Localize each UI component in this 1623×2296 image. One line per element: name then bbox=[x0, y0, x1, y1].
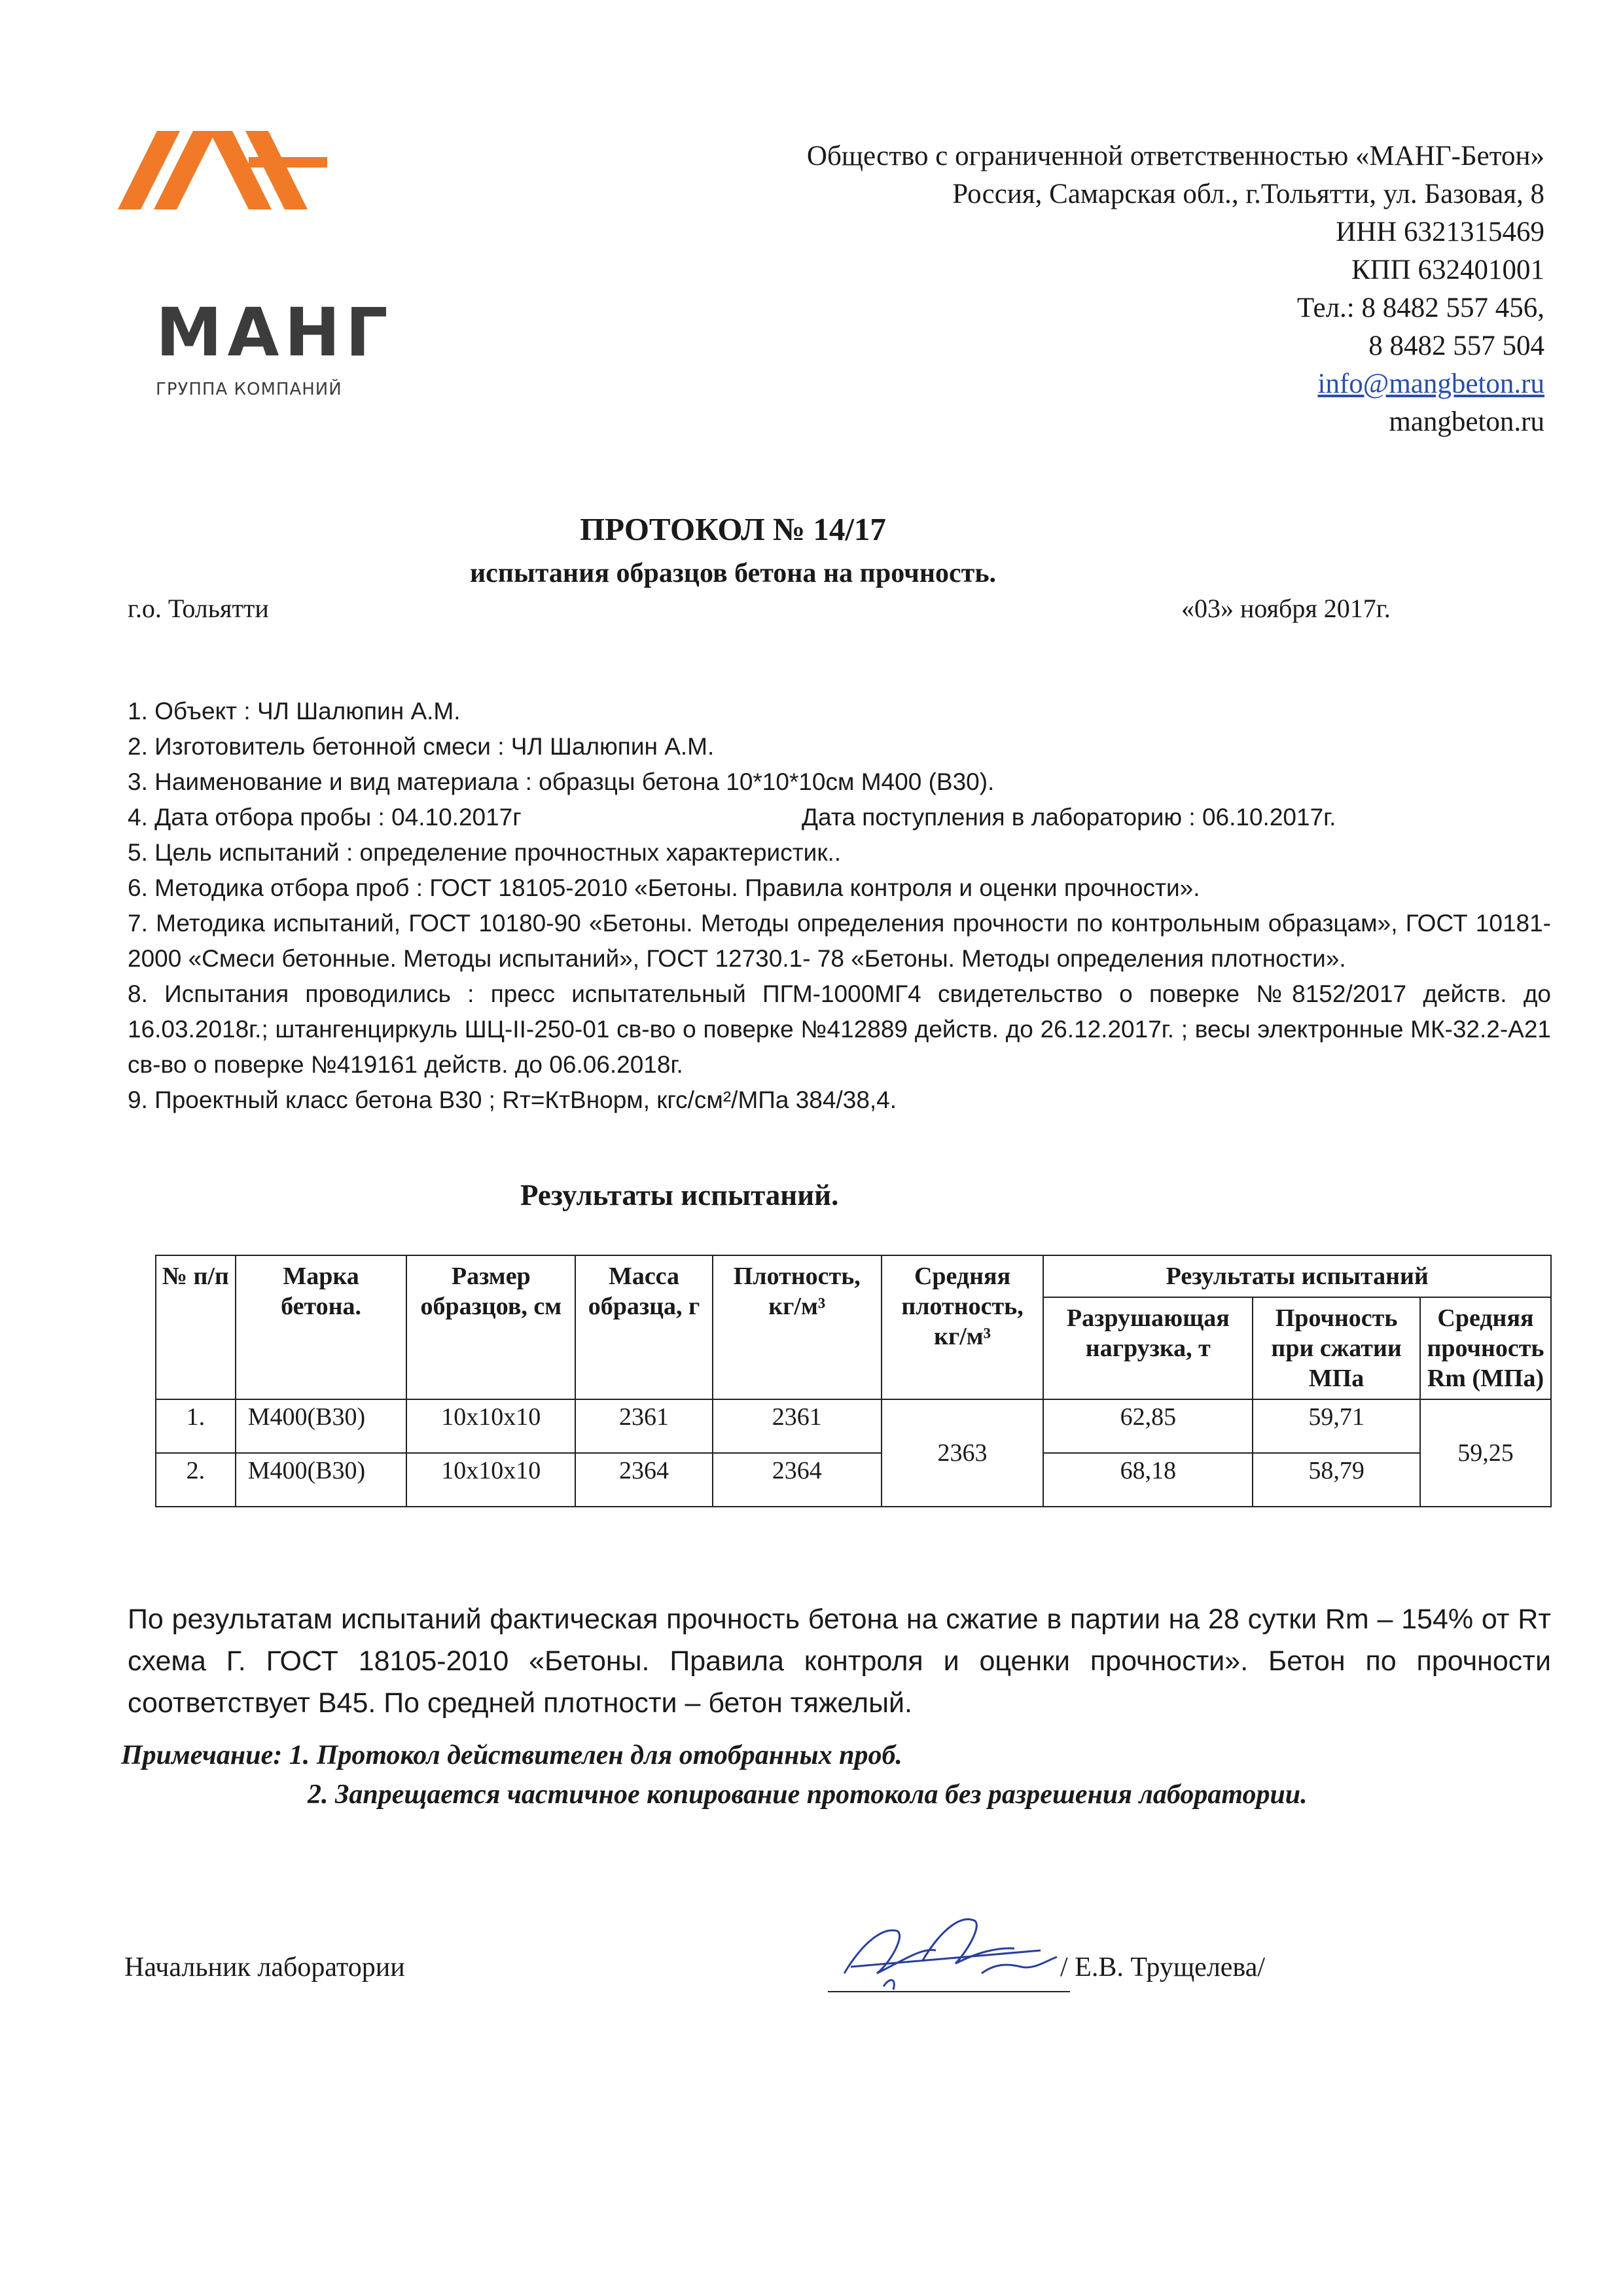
cell-strength: 59,71 bbox=[1253, 1399, 1420, 1453]
note-line-2: 2. Запрещается частичное копирование протокола без разрешения лаборатории. bbox=[308, 1780, 1308, 1810]
cell-mass: 2364 bbox=[575, 1453, 713, 1507]
signature-icon bbox=[825, 1901, 1086, 2000]
results-table bbox=[155, 1255, 1552, 1507]
table-header-row bbox=[156, 1255, 1551, 1297]
cell-avg-density: 2363 bbox=[882, 1399, 1044, 1507]
company-site: mangbeton.ru bbox=[1389, 406, 1544, 437]
cell-size: 10х10х10 bbox=[406, 1399, 575, 1453]
header-mass: Масса образца, г bbox=[575, 1255, 713, 1399]
header-avg-density: Средняя плотность, кг/м³ bbox=[882, 1255, 1044, 1399]
item-test-method: 7. Методика испытаний, ГОСТ 10180-90 «Бетоны. Методы определения прочности по контрольным образцам», ГОСТ 10181-2000 «Смеси бетонные. Методы испытаний», ГОСТ 12730.1- 78 «Бетоны. Методы определения плотности». bbox=[128, 910, 1551, 972]
protocol-city: г.о. Тольятти bbox=[128, 594, 269, 623]
item-purpose: 5. Цель испытаний : определение прочностных характеристик.. bbox=[128, 839, 842, 866]
item-material: 3. Наименование и вид материала : образцы бетона 10*10*10см М400 (В30). bbox=[128, 768, 995, 795]
company-inn: ИНН 6321315469 bbox=[1336, 217, 1544, 247]
company-phone-1: Тел.: 8 8482 557 456, bbox=[1296, 293, 1544, 323]
item-sampling-method: 6. Методика отбора проб : ГОСТ 18105-2010 «Бетоны. Правила контроля и оценки прочности». bbox=[128, 874, 1200, 901]
company-phone-2: 8 8482 557 504 bbox=[1368, 331, 1544, 361]
logo-name: МАНГ bbox=[156, 294, 393, 372]
cell-load: 62,85 bbox=[1043, 1399, 1253, 1453]
cell-grade: М400(В30) bbox=[236, 1399, 407, 1453]
table-row bbox=[156, 1399, 1551, 1453]
company-info bbox=[563, 137, 1544, 441]
protocol-subtitle: испытания образцов бетона на прочность. bbox=[469, 558, 997, 588]
company-address: Россия, Самарская обл., г.Тольятти, ул. Базовая, 8 bbox=[952, 179, 1544, 209]
item-object: 1. Объект : ЧЛ Шалюпин А.М. bbox=[128, 698, 461, 725]
cell-size: 10х10х10 bbox=[406, 1453, 575, 1507]
cell-num: 2. bbox=[156, 1453, 236, 1507]
item-equipment: 8. Испытания проводились : пресс испытательный ПГМ-1000МГ4 свидетельство о поверке №8152/2017 действ. до 16.03.2018г.; штангенциркуль ШЦ-II-250-01 св-во о поверке №412889 действ. до 26.12.2017г. ; весы электронные МК-32.2-А21 св-во о поверке №419161 действ. до 06.06.2018г. bbox=[128, 980, 1551, 1078]
cell-num: 1. bbox=[156, 1399, 236, 1453]
header-density: Плотность, кг/м³ bbox=[713, 1255, 882, 1399]
conclusion-text: По результатам испытаний фактическая прочность бетона на сжатие в партии на 28 сутки Rm – 154% от Rт схема Г. ГОСТ 18105-2010 «Бетоны. Правила контроля и оценки прочности». Бетон по прочности соответствует В45. По средней плотности – бетон тяжелый. bbox=[128, 1604, 1551, 1719]
header-num: № п/п bbox=[156, 1255, 236, 1399]
protocol-title: ПРОТОКОЛ № 14/17 bbox=[580, 511, 886, 547]
company-logo-icon bbox=[118, 118, 340, 262]
note-line-1: Примечание: 1. Протокол действителен для отобранных проб. bbox=[121, 1740, 902, 1770]
header-load: Разрушающая нагрузка, т bbox=[1043, 1297, 1253, 1399]
item-receipt-date: Дата поступления в лабораторию : 06.10.2017г. bbox=[802, 804, 1336, 831]
cell-grade: М400(В30) bbox=[236, 1453, 407, 1507]
lab-head-title: Начальник лаборатории bbox=[124, 1952, 405, 1982]
company-kpp: КПП 632401001 bbox=[1351, 255, 1544, 285]
header-results: Результаты испытаний bbox=[1043, 1255, 1551, 1297]
results-title: Результаты испытаний. bbox=[520, 1179, 839, 1211]
item-sampling-date: 4. Дата отбора пробы : 04.10.2017г bbox=[128, 804, 522, 831]
company-email-link[interactable]: info@mangbeton.ru bbox=[1317, 368, 1544, 399]
protocol-date: «03» ноября 2017г. bbox=[1181, 594, 1391, 623]
header-size: Размер образцов, см bbox=[406, 1255, 575, 1399]
header-strength: Прочность при сжатии МПа bbox=[1253, 1297, 1420, 1399]
company-name: Общество с ограниченной ответственностью «МАНГ-Бетон» bbox=[806, 141, 1544, 171]
cell-density: 2364 bbox=[713, 1453, 882, 1507]
item-dates bbox=[128, 800, 1551, 835]
header-avg-strength: Средняя прочность Rm (МПа) bbox=[1420, 1297, 1551, 1399]
signature-line bbox=[828, 1991, 1070, 1992]
cell-strength: 58,79 bbox=[1253, 1453, 1420, 1507]
item-concrete-class: 9. Проектный класс бетона В30 ; Rт=КтВнорм, кгс/см²/МПа 384/38,4. bbox=[128, 1086, 897, 1113]
header-grade: Марка бетона. bbox=[236, 1255, 407, 1399]
item-manufacturer: 2. Изготовитель бетонной смеси : ЧЛ Шалюпин А.М. bbox=[128, 733, 715, 760]
cell-avg-strength: 59,25 bbox=[1420, 1399, 1551, 1507]
cell-load: 68,18 bbox=[1043, 1453, 1253, 1507]
table-row bbox=[156, 1453, 1551, 1507]
protocol-items bbox=[128, 694, 1551, 1118]
logo-subtitle: ГРУППА КОМПАНИЙ bbox=[156, 380, 342, 399]
cell-density: 2361 bbox=[713, 1399, 882, 1453]
cell-mass: 2361 bbox=[575, 1399, 713, 1453]
lab-head-name: / Е.В. Трущелева/ bbox=[1060, 1952, 1266, 1982]
